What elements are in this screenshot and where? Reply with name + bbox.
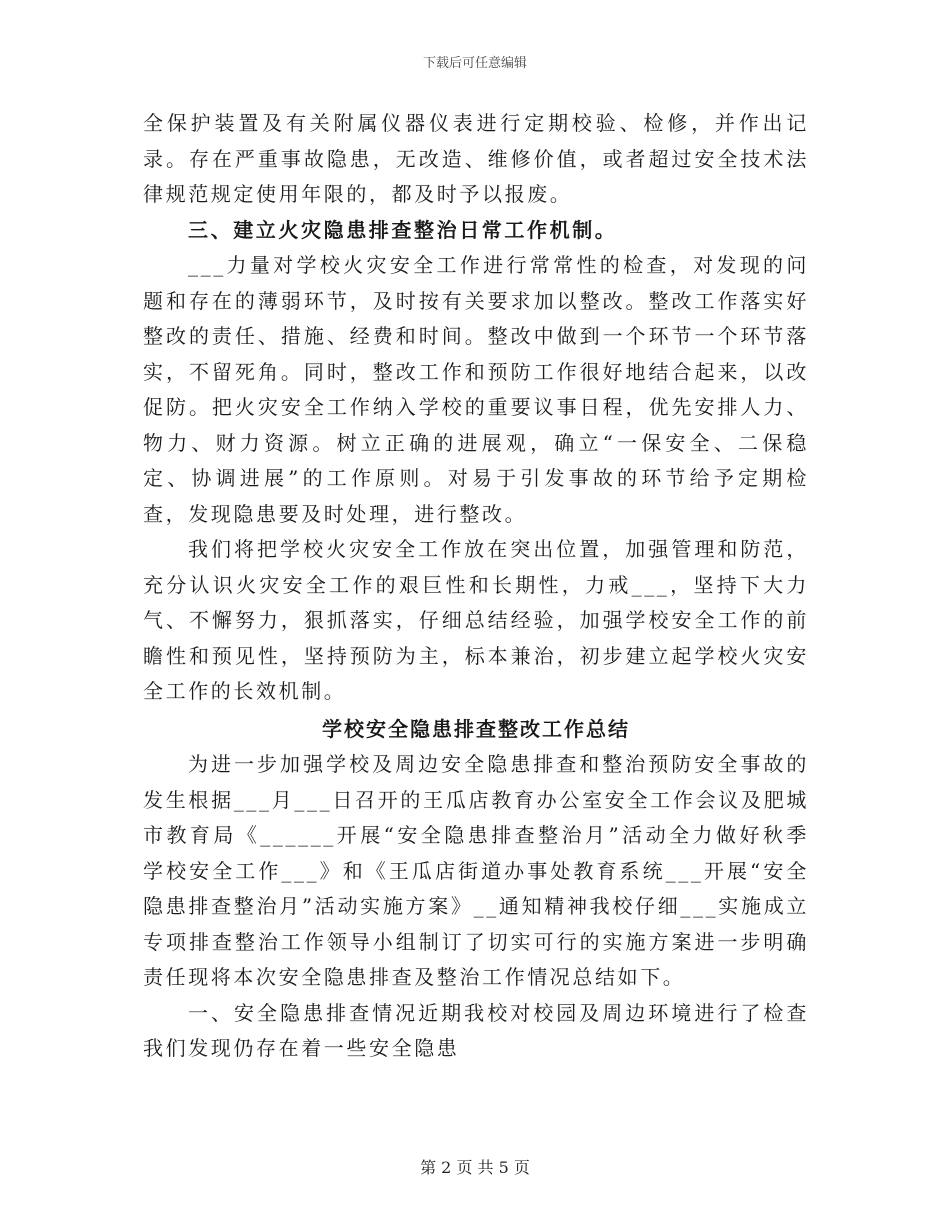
paragraph-fire-inspection: ___力量对学校火灾安全工作进行常常性的检查，对发现的问题和存在的薄弱环节，及时按有关要求加以整改。整改工作落实好整改的责任、措施、经费和时间。整改中做到一个环节一个环节落实，不留死角。同时，整改工作和预防工作很好地结合起来，以改促防。把火灾安全工作纳入学校的重要议事日程，优先安排人力、物力、财力资源。树立正确的进展观，确立“一保安全、二保稳定、协调进展”的工作原则。对易于引发事故的环节给予定期检查，发现隐患要及时处理，进行整改。 bbox=[143, 253, 809, 526]
page-number: 第 2 页 共 5 页 bbox=[420, 1158, 530, 1177]
paragraph-fire-safety-commitment: 我们将把学校火灾安全工作放在突出位置，加强管理和防范，充分认识火灾安全工作的艰巨性和长期性，力戒___，坚持下大力气、不懈努力，狠抓落实，仔细总结经验，加强学校安全工作的前瞻性和预见性，坚持预防为主，标本兼治，初步建立起学校火灾安全工作的长效机制。 bbox=[143, 537, 809, 703]
section-heading-3: 三、建立火灾隐患排查整治日常工作机制。 bbox=[188, 217, 618, 242]
paragraph-hazard-findings: 一、安全隐患排查情况近期我校对校园及周边环境进行了检查我们发现仍存在着一些安全隐患 bbox=[143, 1000, 809, 1060]
paragraph-continued: 全保护装置及有关附属仪器仪表进行定期校验、检修，并作出记录。存在严重事故隐患，无改造、维修价值，或者超过安全技术法律规范规定使用年限的，都及时予以报废。 bbox=[143, 111, 809, 206]
document-body bbox=[143, 106, 809, 1067]
paragraph-summary-intro: 为进一步加强学校及周边安全隐患排查和整治预防安全事故的发生根据___月___日召开的王瓜店教育办公室安全工作会议及肥城市教育局《______开展“安全隐患排查整治月”活动全力做好秋季学校安全工作___》和《王瓜店街道办事处教育系统___开展“安全隐患排查整治月”活动实施方案》__通知精神我校仔细___实施成立专项排查整治工作领导小组制订了切实可行的实施方案进一步明确责任现将本次安全隐患排查及整治工作情况总结如下。 bbox=[143, 752, 809, 989]
page-header: 下载后可任意编辑 bbox=[422, 56, 527, 71]
section-title: 学校安全隐患排查整改工作总结 bbox=[322, 716, 630, 741]
